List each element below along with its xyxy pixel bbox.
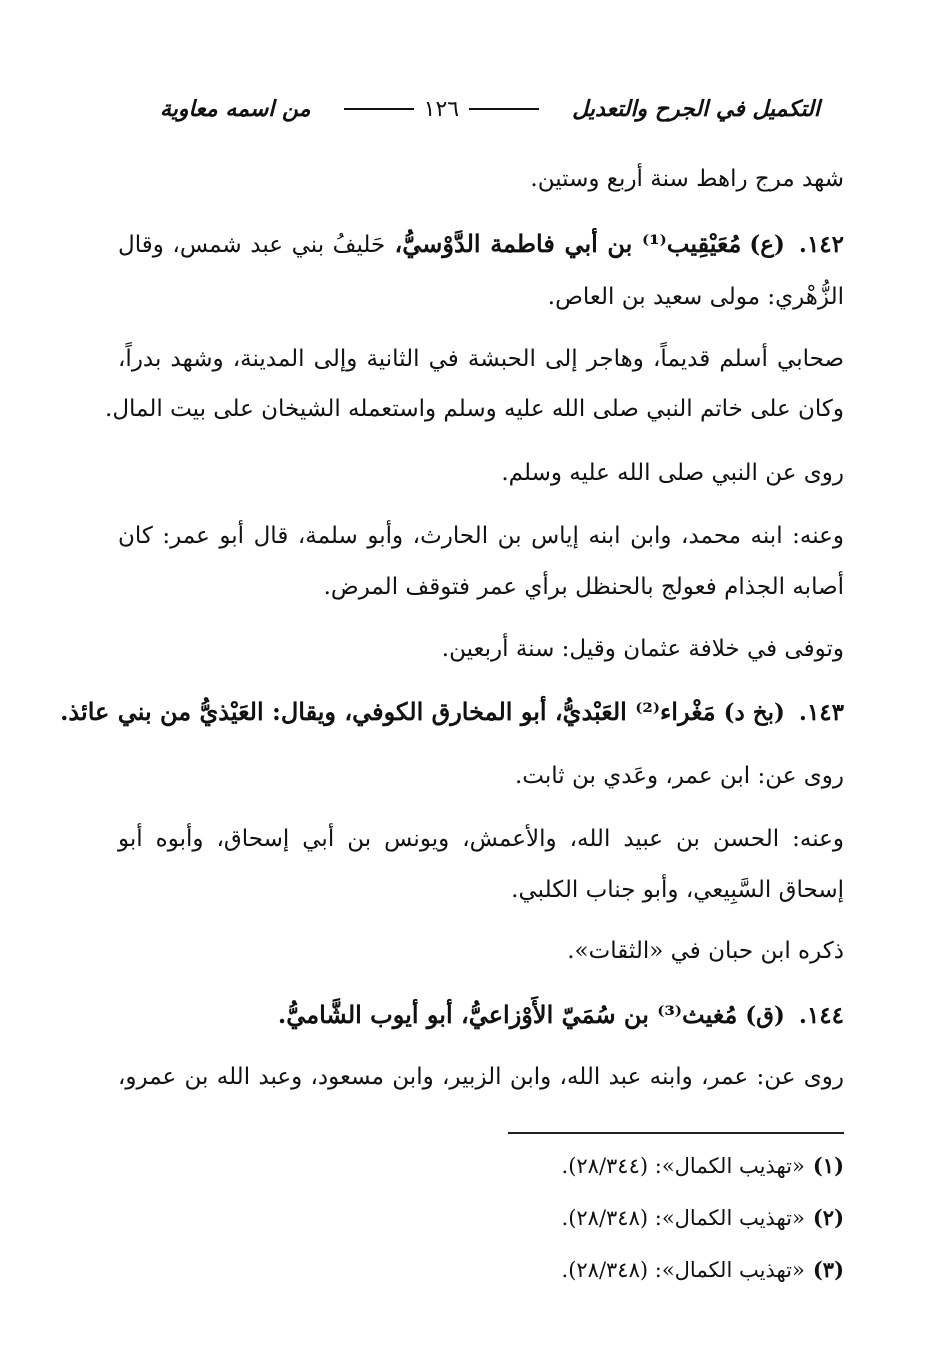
entry-name: مُعَيْقِيب⁽¹⁾ بن أبي فاطمة الدَّوْسيُّ،: [394, 229, 742, 258]
text-line: الزُّهْري: مولى سعيد بن العاص.: [547, 284, 844, 310]
book-title: التكميل في الجرح والتعديل: [572, 96, 820, 122]
entry-number: ١٤٢.: [798, 231, 844, 258]
text-line: صحابي أسلم قديماً، وهاجر إلى الحبشة في الثانية وإلى المدينة، وشهد بدراً،: [118, 346, 844, 372]
text-line: وعنه: ابنه محمد، وابن ابنه إياس بن الحارث، وأبو سلمة، قال أبو عمر: كان: [118, 523, 844, 549]
text-line: شهد مرج راهط سنة أربع وستين.: [530, 166, 844, 192]
text-line: أصابه الجذام فعولج بالحنظل برأي عمر فتوقف المرض.: [323, 574, 844, 600]
footnote-2: [562, 1202, 844, 1234]
footnote-number: (٢): [812, 1205, 844, 1230]
entry-number: ١٤٣.: [798, 699, 844, 726]
footnote-1: [562, 1150, 844, 1182]
entry-144-heading: [118, 996, 844, 1035]
text-line: وعنه: الحسن بن عبيد الله، والأعمش، ويونس بن أبي إسحاق، وأبوه أبو: [118, 826, 844, 852]
footnote-separator: [508, 1132, 844, 1134]
footnote-text: «تهذيب الكمال»: (٢٨/٣٤٤).: [561, 1154, 805, 1178]
header-page-group: [344, 97, 539, 122]
entry-code: (ق): [745, 1002, 785, 1029]
entry-code: (ع): [749, 231, 785, 258]
footnote-number: (٣): [812, 1257, 844, 1282]
header-rule-left: [344, 108, 414, 110]
text-line: وكان على خاتم النبي صلى الله عليه وسلم واستعمله الشيخان على بيت المال.: [105, 396, 844, 422]
section-title: من اسمه معاوية: [160, 96, 311, 122]
header-rule-right: [469, 108, 539, 110]
text-line: روى عن: عمر، وابنه عبد الله، وابن الزبير، وابن مسعود، وعبد الله بن عمرو،: [118, 1064, 844, 1090]
entry-text: حَليفُ بني عبد شمس، وقال: [118, 232, 386, 258]
text-line: روى عن النبي صلى الله عليه وسلم.: [501, 460, 844, 486]
footnote-text: «تهذيب الكمال»: (٢٨/٣٤٨).: [561, 1258, 805, 1282]
entry-name: مُغيث⁽³⁾ بن سُمَيّ الأَوْزاعيُّ، أبو أيوب الشَّاميُّ.: [277, 1000, 738, 1029]
running-header: [160, 92, 820, 126]
entry-name: مَغْراء⁽²⁾ العَبْديُّ، أبو المخارق الكوفي، ويقال: العَيْذيُّ من بني عائذ.: [60, 697, 716, 726]
page-number: ١٢٦: [423, 96, 460, 122]
footnote-text: «تهذيب الكمال»: (٢٨/٣٤٨).: [561, 1206, 805, 1230]
text-line: روى عن: ابن عمر، وعَدي بن ثابت.: [514, 763, 844, 789]
entry-142-heading: [118, 225, 844, 264]
entry-143-heading: [60, 693, 844, 732]
footnote-3: [562, 1254, 844, 1286]
entry-code: (بخ د): [723, 699, 785, 726]
entry-number: ١٤٤.: [798, 1002, 844, 1029]
text-line: ذكره ابن حبان في «الثقات».: [567, 938, 844, 964]
text-line: وتوفى في خلافة عثمان وقيل: سنة أربعين.: [441, 636, 844, 662]
footnote-number: (١): [812, 1153, 844, 1178]
text-line: إسحاق السَّبِيعي، وأبو جناب الكلبي.: [511, 877, 844, 903]
